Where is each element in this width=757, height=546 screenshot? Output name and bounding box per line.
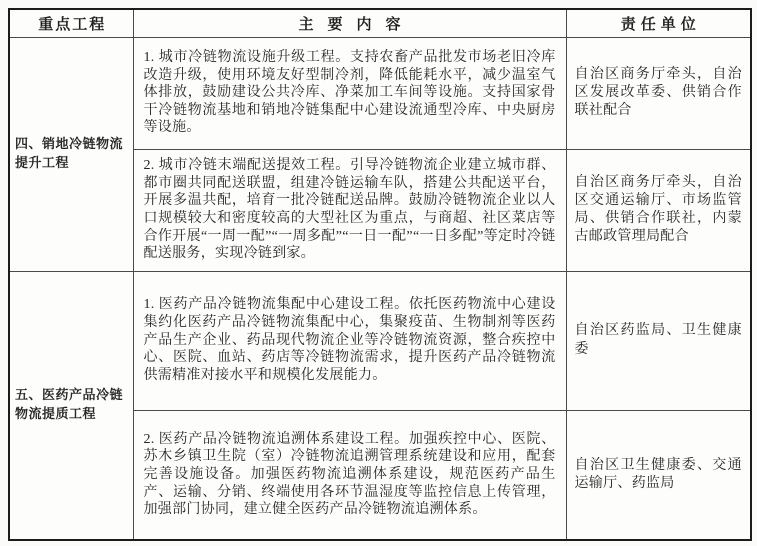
project-cell-group-5: 五、医药产品冷链物流提质工程 xyxy=(9,271,133,540)
key-projects-table xyxy=(8,8,752,541)
unit-cell-3: 自治区药监局、卫生健康委 xyxy=(566,271,751,410)
content-cell-4: 2. 医药产品冷链物流追溯体系建设工程。加强疾控中心、医院、苏木乡镇卫生院（室）冷链物流追溯管理系统建设和应用，配套完善设施设备。加强医药物流追溯体系建设，规范医药产品生产、运输、分销、终端使用各环节温湿度等监控信息上传管理，加强部门协同，建立健全医药产品冷链物流追溯体系。 xyxy=(133,410,566,540)
unit-cell-2: 自治区商务厅牵头，自治区交通运输厅、市场监管局、供销合作联社，内蒙古邮政管理局配合 xyxy=(566,149,751,271)
project-cell-group-4: 四、销地冷链物流提升工程 xyxy=(9,37,133,271)
content-cell-2: 2. 城市冷链末端配送提效工程。引导冷链物流企业建立城市群、都市圈共同配送联盟，组建冷链运输车队，搭建公共配送平台，开展多温共配，培育一批冷链配送品牌。鼓励冷链物流企业以人口规模较大和密度较高的大型社区为重点，与商超、社区菜店等合作开展“一周一配”“一周多配”“一日一配”“一日多配”等定时冷链配送服务，实现冷链到家。 xyxy=(133,149,566,271)
unit-cell-4: 自治区卫生健康委、交通运输厅、药监局 xyxy=(566,410,751,540)
table-header-row xyxy=(9,9,751,37)
header-key-project: 重点工程 xyxy=(9,9,133,37)
header-main-content: 主要内容 xyxy=(133,9,566,37)
header-responsible-unit: 责任单位 xyxy=(566,9,751,37)
table-row xyxy=(9,271,751,410)
content-cell-1: 1. 城市冷链物流设施升级工程。支持农畜产品批发市场老旧冷库改造升级，使用环境友好型制冷剂，降低能耗水平，减少温室气体排放，鼓励建设公共冷库、净菜加工车间等设施。支持国家骨干冷链物流基地和销地冷链集配中心建设流通型冷库、中央厨房等设施。 xyxy=(133,37,566,149)
unit-cell-1: 自治区商务厅牵头，自治区发展改革委、供销合作联社配合 xyxy=(566,37,751,149)
content-cell-3: 1. 医药产品冷链物流集配中心建设工程。依托医药物流中心建设集约化医药产品冷链物流集配中心，集聚疫苗、生物制剂等医药产品生产企业、药品现代物流企业等冷链物流资源，整合疾控中心、医院、血站、药店等冷链物流需求，提升医药产品冷链物流供需精准对接水平和规模化发展能力。 xyxy=(133,271,566,410)
table-row xyxy=(9,37,751,149)
